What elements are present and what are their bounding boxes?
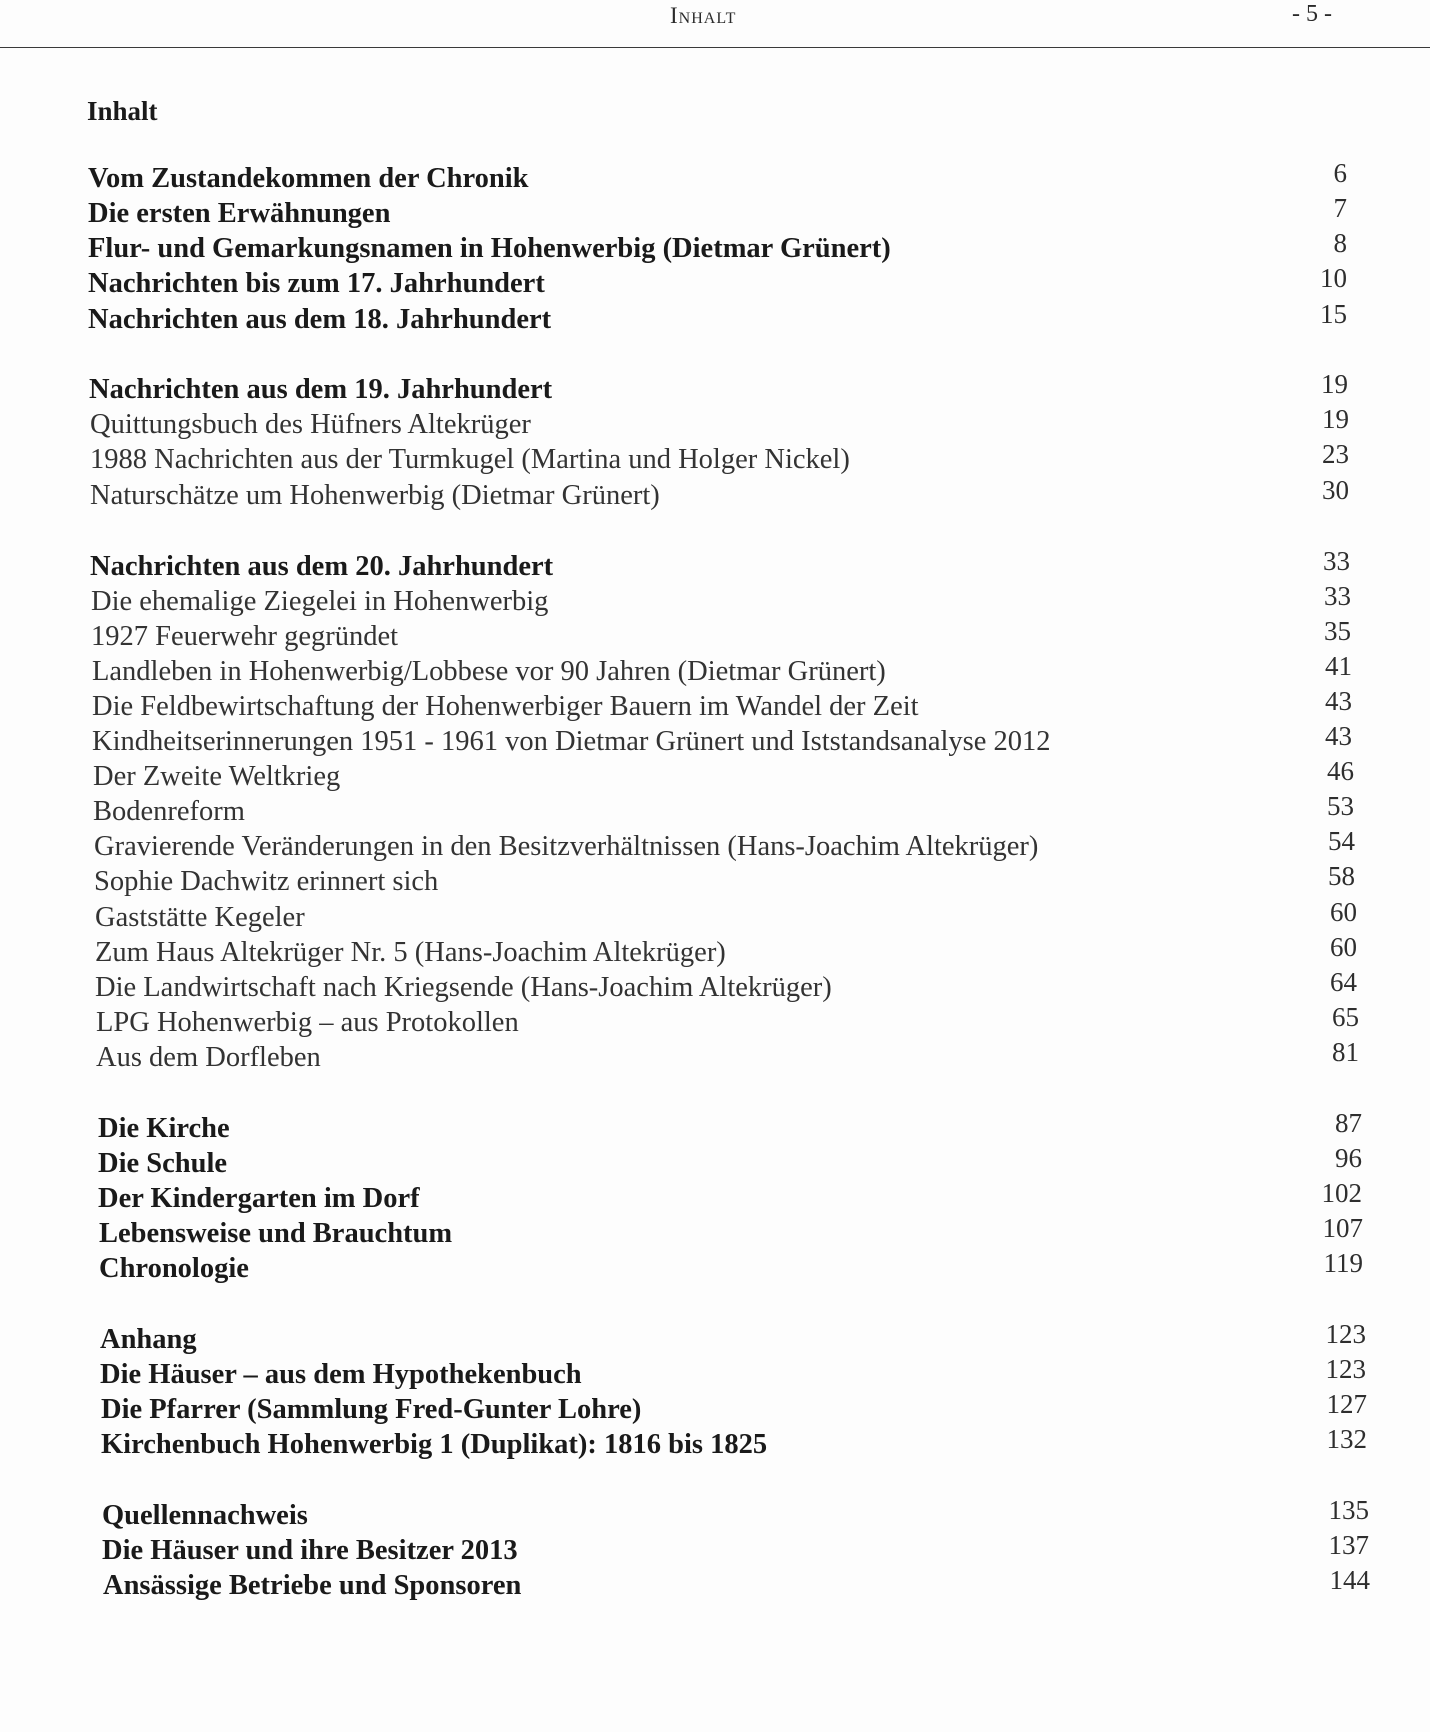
toc-entry-title: 1927 Feuerwehr gegründet — [91, 621, 399, 652]
toc-entry-title: Naturschätze um Hohenwerbig (Dietmar Grünert) — [90, 480, 660, 511]
toc-entry-title: Flur- und Gemarkungsnamen in Hohenwerbig (Dietmar Grünert) — [88, 233, 891, 264]
toc-entry-page: 8 — [1333, 228, 1347, 258]
toc-entry-title: Der Zweite Weltkrieg — [93, 761, 341, 792]
toc-entry-page: 60 — [1330, 932, 1357, 962]
toc-entry-page: 30 — [1322, 475, 1349, 505]
toc-entry-title: Die Pfarrer (Sammlung Fred-Gunter Lohre) — [101, 1394, 642, 1425]
toc-entry-page: 81 — [1332, 1037, 1359, 1067]
toc-entry-page: 96 — [1335, 1143, 1362, 1173]
toc-entry-page: 123 — [1325, 1354, 1366, 1384]
toc-entry-page: 137 — [1328, 1530, 1369, 1560]
toc-entry-page: 19 — [1321, 369, 1348, 399]
toc-entry-page: 33 — [1323, 546, 1350, 576]
toc-entry-title: Nachrichten aus dem 18. Jahrhundert — [88, 304, 552, 335]
toc-entry-page: 43 — [1325, 686, 1352, 716]
toc-entry-title: Zum Haus Altekrüger Nr. 5 (Hans-Joachim Altekrüger) — [95, 937, 726, 968]
toc-entry-title: Aus dem Dorfleben — [96, 1042, 321, 1073]
toc-entry-title: Die Kirche — [98, 1113, 230, 1144]
toc-entry-title: Die Feldbewirtschaftung der Hohenwerbiger Bauern im Wandel der Zeit — [92, 691, 919, 722]
toc-entry-title: Nachrichten bis zum 17. Jahrhundert — [88, 268, 545, 299]
toc-entry-title: Ansässige Betriebe und Sponsoren — [103, 1570, 522, 1601]
toc-entry-title: LPG Hohenwerbig – aus Protokollen — [96, 1007, 519, 1038]
toc-entry-page: 6 — [1333, 158, 1347, 188]
toc-entry-title: Landleben in Hohenwerbig/Lobbese vor 90 Jahren (Dietmar Grünert) — [92, 656, 886, 687]
toc-entry-page: 135 — [1328, 1495, 1369, 1525]
toc-entry-page: 119 — [1323, 1248, 1363, 1278]
toc-entry-page: 127 — [1326, 1389, 1367, 1419]
toc-entry-title: Nachrichten aus dem 19. Jahrhundert — [89, 374, 553, 405]
toc-entry-page: 102 — [1321, 1178, 1362, 1208]
toc-entry-title: Vom Zustandekommen der Chronik — [88, 163, 529, 194]
toc-entry-title: Bodenreform — [93, 796, 245, 827]
toc-entry-title: Anhang — [100, 1324, 197, 1355]
toc-entry-title: Die Landwirtschaft nach Kriegsende (Hans-Joachim Altekrüger) — [95, 972, 832, 1003]
toc-entry-page: 19 — [1322, 404, 1349, 434]
toc-entry-page: 10 — [1320, 263, 1347, 293]
toc-entry-title: Der Kindergarten im Dorf — [98, 1183, 420, 1214]
toc-entry-title: Gaststätte Kegeler — [95, 902, 305, 933]
toc-entry-page: 23 — [1322, 439, 1349, 469]
toc-entry-page: 87 — [1335, 1108, 1362, 1138]
toc-entry-page: 65 — [1332, 1002, 1359, 1032]
toc-entry-page: 43 — [1325, 721, 1352, 751]
toc-entry-page: 54 — [1328, 826, 1355, 856]
toc-entry-page: 7 — [1333, 193, 1347, 223]
toc-entry-page: 58 — [1328, 861, 1355, 891]
toc-entry-page: 33 — [1324, 581, 1351, 611]
toc-entry-title: Gravierende Veränderungen in den Besitzverhältnissen (Hans-Joachim Altekrüger) — [94, 831, 1039, 862]
toc-entry-page: 41 — [1325, 651, 1352, 681]
toc-entry-title: Nachrichten aus dem 20. Jahrhundert — [90, 551, 554, 582]
toc-entry-title: Die Schule — [98, 1148, 228, 1179]
running-title: Inhalt — [670, 3, 737, 28]
toc-entry-title: Sophie Dachwitz erinnert sich — [94, 866, 439, 897]
toc-entry-title: Chronologie — [99, 1253, 249, 1284]
toc-entry-title: Die ehemalige Ziegelei in Hohenwerbig — [91, 586, 549, 617]
toc-entry-title: Kindheitserinnerungen 1951 - 1961 von Dietmar Grünert und Iststandsanalyse 2012 — [92, 726, 1051, 757]
toc-entry-page: 123 — [1325, 1319, 1366, 1349]
toc-entry-page: 60 — [1330, 897, 1357, 927]
toc-heading: Inhalt — [87, 96, 158, 126]
toc-entry-title: Kirchenbuch Hohenwerbig 1 (Duplikat): 1816 bis 1825 — [101, 1429, 768, 1460]
toc-entry-title: Quellennachweis — [102, 1500, 308, 1531]
toc-entry-page: 15 — [1320, 299, 1347, 329]
toc-entry-page: 35 — [1324, 616, 1351, 646]
toc-entry-title: Die Häuser – aus dem Hypothekenbuch — [100, 1359, 582, 1390]
toc-entry-page: 132 — [1326, 1424, 1367, 1454]
toc-entry-title: Lebensweise und Brauchtum — [99, 1218, 453, 1249]
toc-entry-title: Die Häuser und ihre Besitzer 2013 — [102, 1535, 518, 1566]
page-number: - 5 - — [1292, 1, 1332, 27]
toc-entry-page: 144 — [1329, 1565, 1370, 1595]
toc-entry-page: 107 — [1322, 1213, 1363, 1243]
toc-entry-title: Die ersten Erwähnungen — [88, 198, 391, 229]
toc-entry-title: Quittungsbuch des Hüfners Altekrüger — [90, 409, 531, 440]
toc-entry-page: 53 — [1327, 791, 1354, 821]
toc-entry-title: 1988 Nachrichten aus der Turmkugel (Martina und Holger Nickel) — [90, 444, 850, 475]
toc-entry-page: 46 — [1327, 756, 1354, 786]
toc-entry-page: 64 — [1330, 967, 1357, 997]
